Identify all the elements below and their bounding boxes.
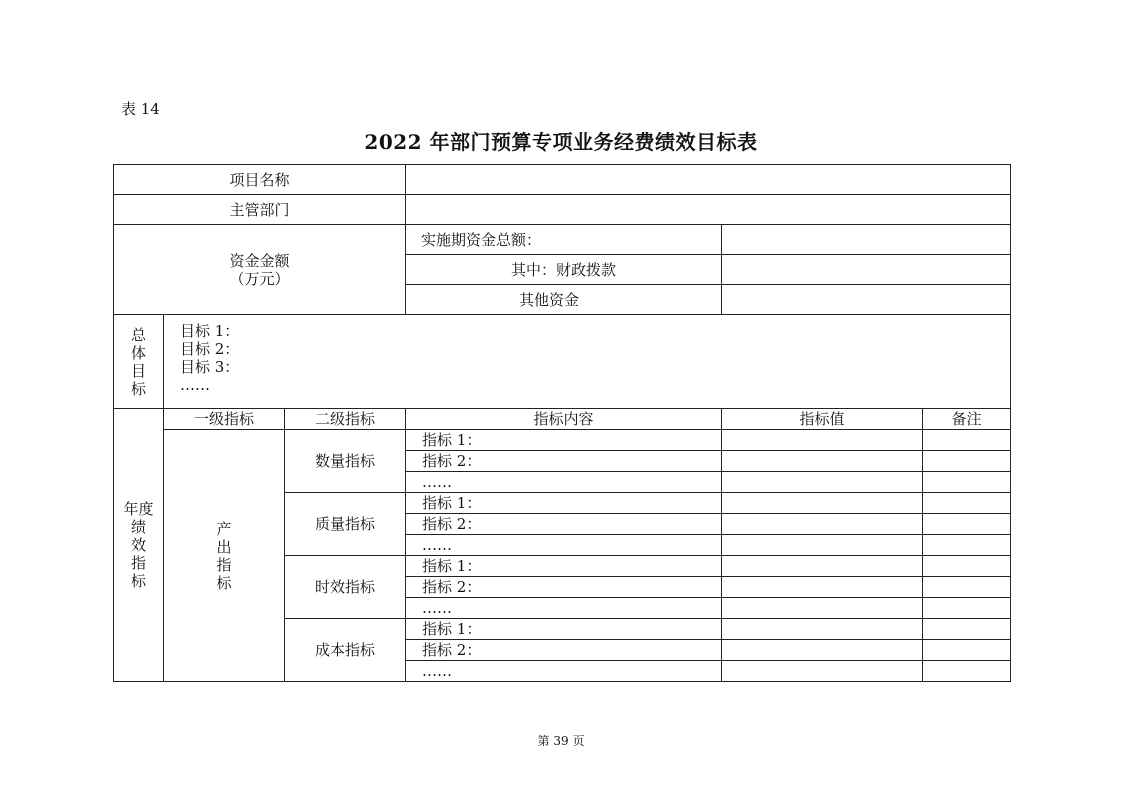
overall-goal-content[interactable] [164, 315, 1011, 409]
other-funds-value[interactable] [722, 285, 1011, 315]
total-funds-label: 实施期资金总额： [406, 225, 722, 255]
header-level2: 二级指标 [285, 409, 406, 430]
fiscal-funds-value[interactable] [722, 255, 1011, 285]
funds-label-cell [114, 225, 406, 315]
annual-label-char: 指 [130, 554, 146, 572]
indicator-remark[interactable] [923, 598, 1011, 619]
overall-goal-char: 标 [130, 379, 146, 398]
fiscal-funds-label: 其中：财政拨款 [406, 255, 722, 285]
indicator-content[interactable]: 指标 2： [406, 514, 722, 535]
indicator-remark[interactable] [923, 493, 1011, 514]
output-label-char: 标 [216, 573, 232, 592]
indicator-content[interactable]: …… [406, 472, 722, 493]
department-value[interactable] [406, 195, 1011, 225]
indicator-content[interactable]: …… [406, 535, 722, 556]
output-label-char: 指 [216, 555, 232, 574]
document-title: 2022 年部门预算专项业务经费绩效目标表 [364, 130, 758, 154]
indicator-value[interactable] [722, 535, 923, 556]
annual-label-char: 绩 [130, 518, 146, 536]
project-name-label: 项目名称 [114, 165, 406, 195]
indicator-remark[interactable] [923, 556, 1011, 577]
project-name-value[interactable] [406, 165, 1011, 195]
annual-label-char: 标 [130, 572, 146, 590]
indicator-value[interactable] [722, 430, 923, 451]
indicator-content[interactable]: 指标 1： [406, 619, 722, 640]
indicator-value[interactable] [722, 619, 923, 640]
department-label: 主管部门 [114, 195, 406, 225]
other-funds-label: 其他资金 [406, 285, 722, 315]
group-quantity-label: 数量指标 [285, 430, 406, 493]
group-cost-label: 成本指标 [285, 619, 406, 682]
indicator-content[interactable]: …… [406, 598, 722, 619]
funds-unit: （万元） [229, 269, 290, 288]
department-row [114, 195, 1011, 225]
indicator-remark[interactable] [923, 472, 1011, 493]
annual-label-char: 效 [130, 536, 146, 554]
annual-label-char: 年度 [123, 500, 154, 518]
goal-item: 目标 3： [180, 358, 240, 376]
indicator-value[interactable] [722, 577, 923, 598]
indicator-remark[interactable] [923, 535, 1011, 556]
indicator-remark[interactable] [923, 577, 1011, 598]
indicator-value[interactable] [722, 556, 923, 577]
overall-goal-char: 目 [130, 361, 146, 380]
output-label-char: 产 [216, 519, 232, 538]
indicator-remark[interactable] [923, 451, 1011, 472]
header-remark: 备注 [923, 409, 1011, 430]
performance-target-table [113, 164, 1011, 682]
indicator-remark[interactable] [923, 430, 1011, 451]
indicator-content[interactable]: 指标 1： [406, 493, 722, 514]
goal-item: …… [180, 376, 210, 394]
overall-goal-char: 体 [130, 343, 146, 362]
indicator-remark[interactable] [923, 661, 1011, 682]
project-name-row [114, 165, 1011, 195]
group-quality-label: 质量指标 [285, 493, 406, 556]
page-number: 第 39 页 [537, 734, 585, 748]
indicator-content[interactable]: 指标 1： [406, 430, 722, 451]
indicator-row [114, 430, 1011, 451]
funds-label: 资金金额 [229, 251, 290, 270]
table-label: 表 14 [121, 100, 160, 118]
indicator-value[interactable] [722, 640, 923, 661]
overall-goal-char: 总 [130, 325, 146, 344]
indicator-remark[interactable] [923, 619, 1011, 640]
goal-item: 目标 2： [180, 340, 240, 358]
indicator-value[interactable] [722, 661, 923, 682]
indicator-remark[interactable] [923, 640, 1011, 661]
indicator-header-row [114, 409, 1011, 430]
indicator-content[interactable]: 指标 2： [406, 577, 722, 598]
indicator-value[interactable] [722, 514, 923, 535]
indicator-value[interactable] [722, 493, 923, 514]
indicator-content[interactable]: 指标 1： [406, 556, 722, 577]
annual-indicator-label [114, 409, 164, 682]
output-label-char: 出 [216, 537, 232, 556]
indicator-content[interactable]: 指标 2： [406, 640, 722, 661]
indicator-value[interactable] [722, 598, 923, 619]
funds-total-row [114, 225, 1011, 255]
group-timeliness-label: 时效指标 [285, 556, 406, 619]
header-level1: 一级指标 [164, 409, 285, 430]
total-funds-value[interactable] [722, 225, 1011, 255]
goal-item: 目标 1： [180, 322, 240, 340]
overall-goal-label [114, 315, 164, 409]
header-content: 指标内容 [406, 409, 722, 430]
indicator-content[interactable]: …… [406, 661, 722, 682]
indicator-remark[interactable] [923, 514, 1011, 535]
indicator-value[interactable] [722, 472, 923, 493]
indicator-content[interactable]: 指标 2： [406, 451, 722, 472]
overall-goal-row [114, 315, 1011, 409]
header-value: 指标值 [722, 409, 923, 430]
output-indicator-label [164, 430, 285, 682]
indicator-value[interactable] [722, 451, 923, 472]
